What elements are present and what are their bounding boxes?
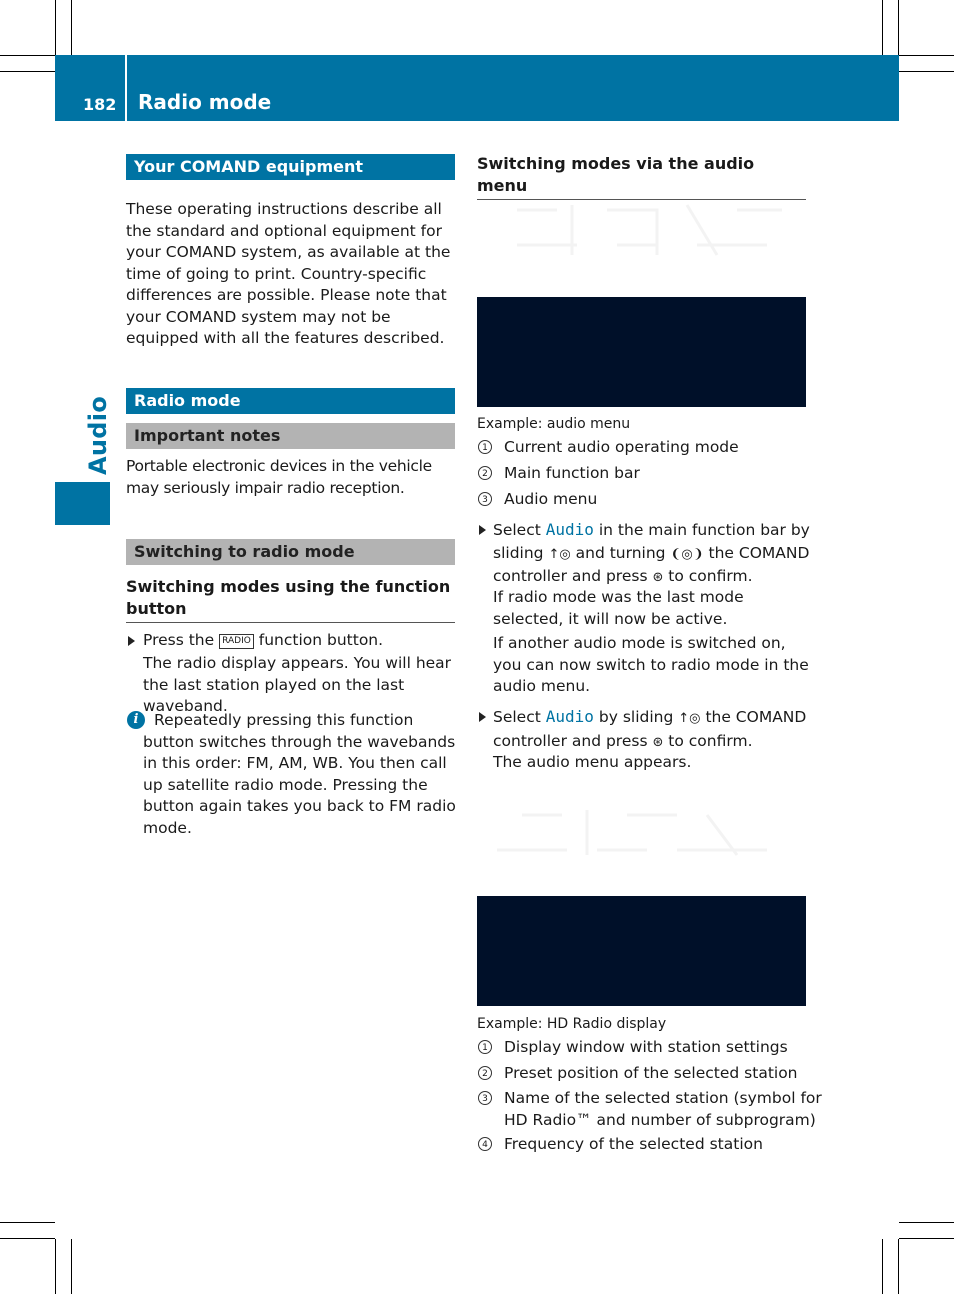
select-audio-step-1 [493, 519, 813, 589]
audio-menu-caption: Example: audio menu [477, 416, 631, 432]
slide-controller-icon: ↑◎ [678, 711, 701, 726]
important-notes-text: Portable electronic devices in the vehicle may seriously impair radio reception. [126, 457, 432, 497]
step-text: to confirm. [668, 567, 753, 585]
step-text: and turning [575, 543, 666, 562]
press-controller-icon: ⊛ [652, 734, 664, 750]
step-text: the COMAND [708, 543, 810, 562]
info-icon: i [127, 711, 145, 729]
item-text: Display window with station settings [504, 1038, 788, 1056]
turn-controller-icon: ❨◎❩ [670, 546, 704, 562]
page-number: 182 [83, 95, 117, 114]
crop-mark [899, 1222, 954, 1223]
crop-mark [899, 55, 954, 56]
crop-mark [0, 55, 55, 56]
press-result-text: The radio display appears. You will hear the last station played on the last waveband. [143, 654, 452, 715]
radio-mode-heading: Radio mode [126, 388, 455, 414]
item-text-continued: HD Radio™ and number of subprogram) [504, 1111, 816, 1129]
crop-mark [55, 0, 56, 55]
press-controller-icon: ⊛ [652, 570, 664, 585]
item-number: 3 [478, 492, 492, 506]
equipment-text: These operating instructions describe all the standard and optional equipment for your COMAND system, as available at the time of going to print. Country-specific differences are possible. Please note that your COMAND system may not be equipped with all the features described. [126, 200, 451, 347]
item-number: 4 [478, 1137, 492, 1151]
audio-menu-screenshot [477, 297, 806, 407]
crop-mark [71, 0, 72, 55]
crop-mark [882, 1239, 883, 1294]
item-text: Frequency of the selected station [504, 1135, 763, 1153]
step-text: Select [493, 521, 541, 539]
step-bullet [128, 636, 135, 646]
step-text: by sliding [598, 708, 674, 726]
select-audio-step-2 [493, 706, 813, 753]
hd-radio-screenshot [477, 896, 806, 1006]
item-number: 1 [478, 440, 492, 454]
crop-mark [899, 71, 954, 72]
crop-mark [882, 0, 883, 55]
crop-mark [55, 1239, 56, 1294]
step2-result: The audio menu appears. [493, 753, 692, 771]
step-text: controller and press [493, 731, 648, 750]
crop-mark [71, 1239, 72, 1294]
step-bullet [479, 525, 486, 535]
audio-menu-item[interactable]: Audio [545, 520, 594, 539]
function-button-subhead: Switching modes using the function button [126, 576, 455, 623]
item-text: Main function bar [504, 464, 640, 482]
info-text-body: Repeatedly pressing this function button switches through the wavebands in this order: FM, AM, WB. You then call up satellite radio mode. Pressing the button again takes you back to FM radio mode. [143, 711, 456, 837]
item-number: 2 [478, 466, 492, 480]
press-suffix: function button. [258, 631, 384, 649]
item-text: Current audio operating mode [504, 438, 739, 456]
section-tab-label: Audio [84, 395, 112, 475]
step-text: in the main function bar by [598, 521, 810, 539]
crop-mark [0, 1222, 55, 1223]
page-title: Radio mode [138, 90, 272, 114]
section-tab-marker [55, 482, 110, 525]
header-divider [125, 55, 127, 121]
switching-heading: Switching to radio mode [126, 539, 455, 565]
step-text: sliding [493, 543, 544, 562]
step1-result-a: If radio mode was the last mode selected, it will now be active. [493, 588, 744, 628]
item-number: 3 [478, 1091, 492, 1105]
crop-mark [898, 0, 899, 55]
press-prefix: Press the [143, 631, 215, 649]
audio-menu-subhead: Switching modes via the audio menu [477, 153, 806, 200]
item-number: 1 [478, 1040, 492, 1054]
audio-menu-screen-graphic [477, 185, 806, 295]
press-radio-step [143, 630, 458, 652]
slide-controller-icon: ↑◎ [548, 546, 571, 562]
hd-radio-caption: Example: HD Radio display [477, 1016, 667, 1032]
info-text [143, 710, 461, 839]
crop-mark [899, 1238, 954, 1239]
step-text: to confirm. [668, 731, 753, 750]
radio-button-symbol: RADIO [219, 634, 254, 649]
crop-mark [0, 1238, 55, 1239]
item-text: Name of the selected station (symbol for [504, 1089, 822, 1107]
item-text: Audio menu [504, 490, 598, 508]
step1-result-b: If another audio mode is switched on, you can now switch to radio mode in the audio menu. [493, 634, 809, 695]
step-bullet [479, 712, 486, 722]
important-notes-heading: Important notes [126, 423, 455, 449]
step-text: Select [493, 708, 541, 726]
equipment-heading: Your COMAND equipment [126, 154, 455, 180]
crop-mark [898, 1239, 899, 1294]
step-text: controller and press [493, 567, 648, 585]
hd-radio-screen-graphic [477, 785, 806, 895]
crop-mark [0, 71, 55, 72]
item-text: Preset position of the selected station [504, 1064, 798, 1082]
item-number: 2 [478, 1066, 492, 1080]
audio-menu-item[interactable]: Audio [545, 707, 594, 726]
step-text: the COMAND [705, 708, 807, 726]
